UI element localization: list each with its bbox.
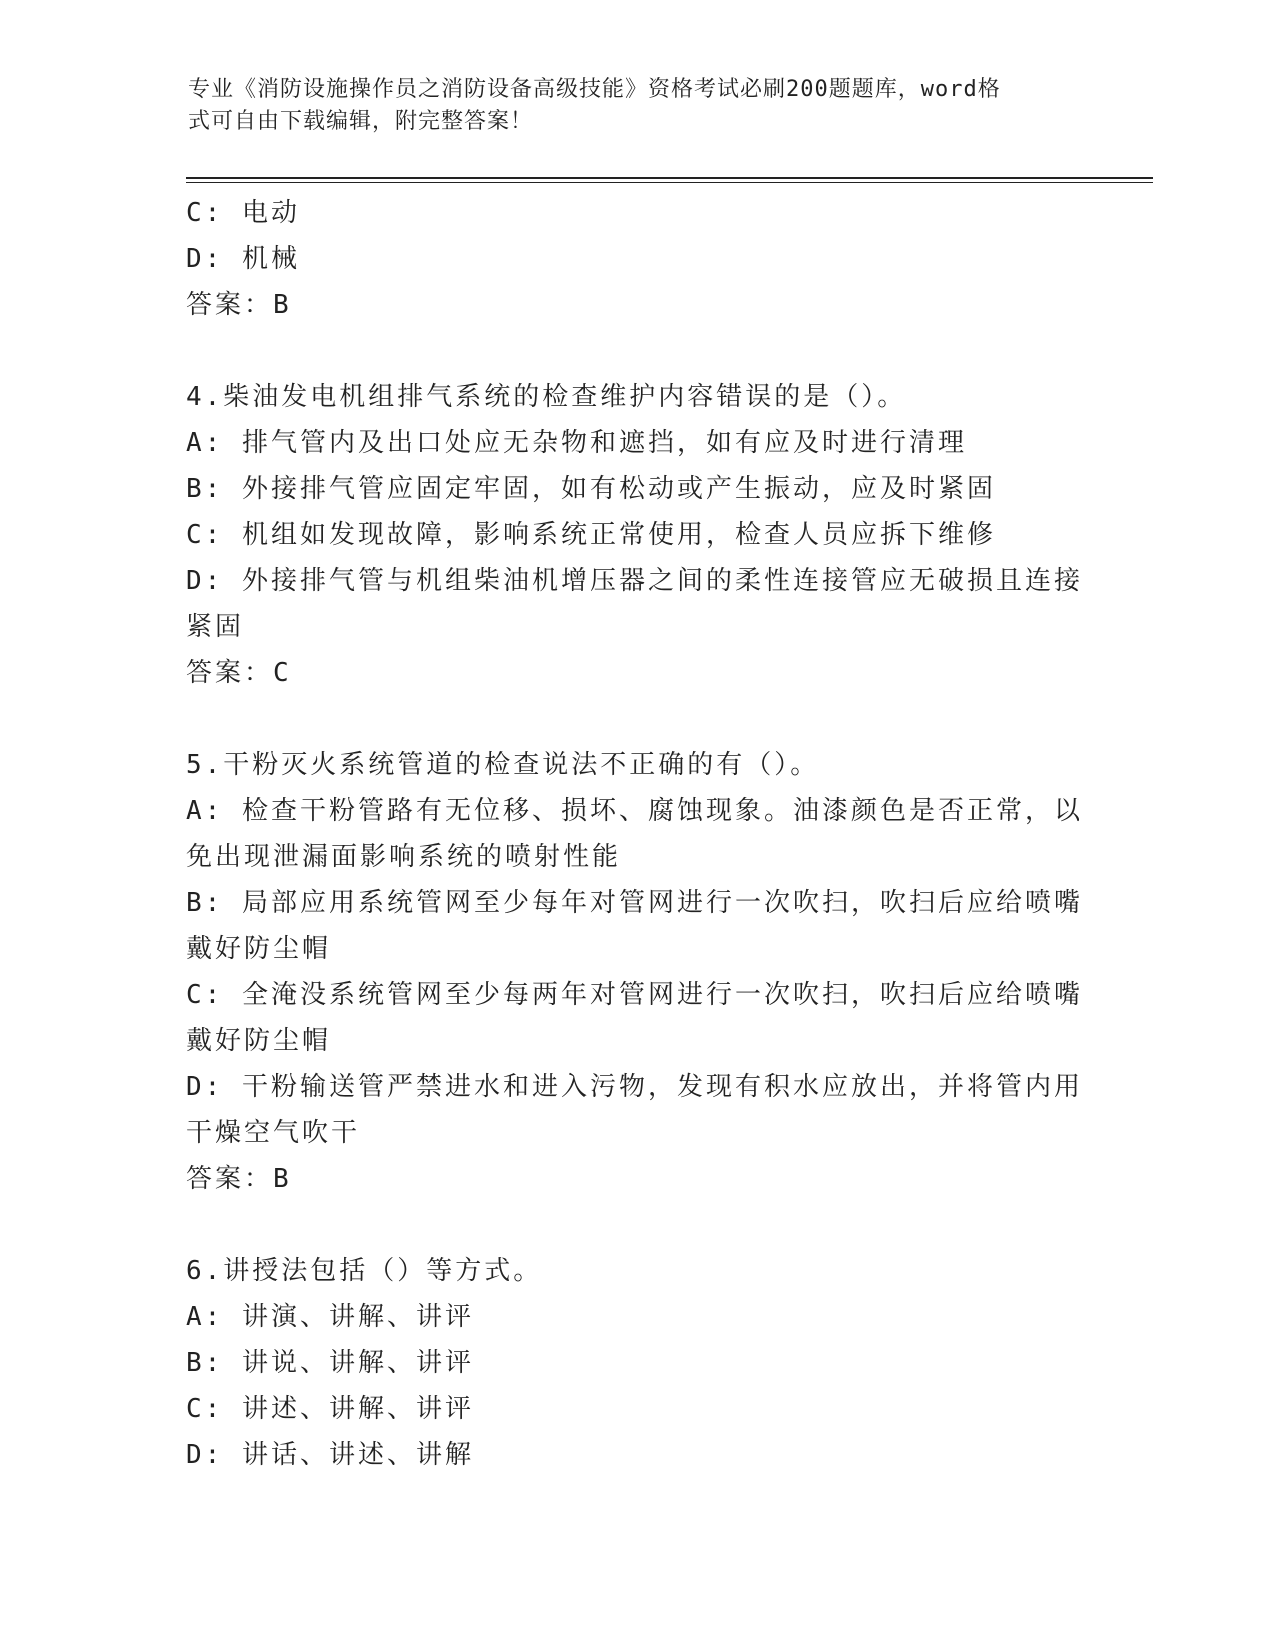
option-b: B: 外接排气管应固定牢固，如有松动或产生振动，应及时紧固: [186, 474, 996, 504]
answer: 答案：C: [186, 658, 292, 688]
header-rule-thick: [186, 177, 1153, 179]
answer: 答案：B: [186, 290, 292, 320]
spacer: [186, 1202, 1076, 1248]
option-b: B: 局部应用系统管网至少每年对管网进行一次吹扫，吹扫后应给喷嘴: [186, 888, 1083, 918]
header-line-2: 式可自由下载编辑，附完整答案！: [188, 109, 534, 134]
spacer: [186, 696, 1076, 742]
question-stem: 6.讲授法包括（）等方式。: [186, 1256, 543, 1286]
question-6: [186, 1248, 1076, 1478]
option-c: C: 全淹没系统管网至少每两年对管网进行一次吹扫，吹扫后应给喷嘴: [186, 980, 1083, 1010]
document-header: [188, 74, 1068, 138]
option-a: A: 排气管内及出口处应无杂物和遮挡，如有应及时进行清理: [186, 428, 967, 458]
option-b: B: 讲说、讲解、讲评: [186, 1348, 474, 1378]
header-line-1: 专业《消防设施操作员之消防设备高级技能》资格考试必刷200题题库，word格: [188, 77, 1001, 102]
question-3-tail: [186, 190, 1076, 328]
option-d-continued: 紧固: [186, 612, 245, 642]
spacer: [186, 328, 1076, 374]
option-a-continued: 免出现泄漏面影响系统的喷射性能: [186, 842, 622, 872]
question-list: [186, 190, 1083, 1478]
option-d: D: 外接排气管与机组柴油机增压器之间的柔性连接管应无破损且连接: [186, 566, 1083, 596]
option-d: D: 机械: [186, 244, 300, 274]
option-c: C: 电动: [186, 198, 300, 228]
question-5: [186, 742, 1083, 1202]
option-d: D: 干粉输送管严禁进水和进入污物，发现有积水应放出，并将管内用: [186, 1072, 1083, 1102]
option-b-continued: 戴好防尘帽: [186, 934, 332, 964]
question-4: [186, 374, 1083, 696]
option-c-continued: 戴好防尘帽: [186, 1026, 332, 1056]
question-stem: 4.柴油发电机组排气系统的检查维护内容错误的是（）。: [186, 382, 907, 412]
option-c: C: 讲述、讲解、讲评: [186, 1394, 474, 1424]
answer: 答案：B: [186, 1164, 292, 1194]
option-a: A: 检查干粉管路有无位移、损坏、腐蚀现象。油漆颜色是否正常，以: [186, 796, 1083, 826]
question-stem: 5.干粉灭火系统管道的检查说法不正确的有（）。: [186, 750, 820, 780]
option-d-continued: 干燥空气吹干: [186, 1118, 361, 1148]
header-rule-thin: [186, 182, 1153, 183]
option-d: D: 讲话、讲述、讲解: [186, 1440, 474, 1470]
option-c: C: 机组如发现故障，影响系统正常使用，检查人员应拆下维修: [186, 520, 996, 550]
option-a: A: 讲演、讲解、讲评: [186, 1302, 474, 1332]
